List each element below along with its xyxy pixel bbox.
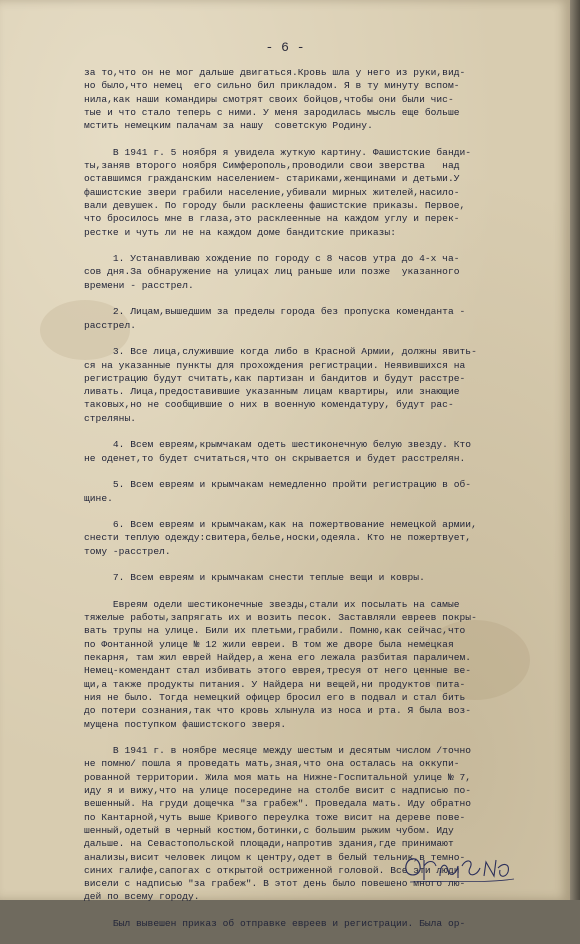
text-line: сов дня.За обнаружение на улицах лиц раньше или позже указанного xyxy=(84,266,460,278)
text-line: тому -расстрел. xyxy=(84,545,171,557)
text-line: ты,заняв второго ноября Симферополь,проводили свои зверства над xyxy=(84,160,460,172)
text-line: расстрел. xyxy=(84,319,136,331)
text-line: мущена поступком фашистского зверя. xyxy=(84,718,287,730)
text-line: шенный,одетый в черный костюм,ботинки,с большим рыжим чубом. Иду xyxy=(84,824,454,836)
text-line: вешенный. На груди дощечка "за грабеж". Проведала мать. Иду обратно xyxy=(84,798,472,810)
paragraph xyxy=(84,345,562,425)
text-line: времени - расстрел. xyxy=(84,279,194,291)
text-line: Евреям одели шестиконечные звезды,стали их посылать на самые xyxy=(84,598,460,610)
handwritten-signature xyxy=(400,846,520,886)
text-line: за то,что он не мог дальше двигаться.Кровь шла у него из руки,вид- xyxy=(84,67,466,78)
paragraph xyxy=(84,438,562,465)
text-line: В 1941 г. 5 ноября я увидела жуткую картину. Фашистские банди- xyxy=(84,146,472,158)
text-line: дей по всему городу. xyxy=(84,891,200,903)
text-line: оставшимся гражданским населением- стариками,женщинами и детьми.У xyxy=(84,173,460,185)
text-line: анализы,висит человек лицом к центру,одет в белый тельник,в темно- xyxy=(84,851,466,863)
text-line: висели с надписью "за грабеж". В этот день было повешено много лю- xyxy=(84,878,466,890)
text-line: не помню/ пошла я проведать мать,зная,что она осталась на оккупи- xyxy=(84,758,460,770)
paragraph xyxy=(84,571,562,584)
text-line: пекарня, там жил еврей Найдер,а жена его лежала разбитая параличем. xyxy=(84,652,472,664)
paragraph xyxy=(84,598,562,731)
text-line: синих галифе,сапогах с открытой остриженной головой. Все эти люди xyxy=(84,864,460,876)
text-line: В 1941 г. в ноябре месяце между шестым и десятым числом /точно xyxy=(84,745,472,757)
paragraph xyxy=(84,66,562,132)
text-line: до потери сознания,так что кровь хлынула из носа и рта. Я была воз- xyxy=(84,705,472,717)
document-body xyxy=(84,66,562,944)
text-line: вать трупы на улице. Били их плетьми,грабили. Помню,как сейчас,что xyxy=(84,625,466,637)
paragraph xyxy=(84,252,562,292)
text-line: по Фонтанной улице № 12 жили евреи. В том же дворе была немецкая xyxy=(84,638,454,650)
text-line: ливать. Лица,предоставившие указанным лицам квартиры, или знающие xyxy=(84,386,460,398)
text-line: 7. Всем евреям и крымчакам снести теплые вещи и ковры. xyxy=(84,572,425,584)
paragraph xyxy=(84,518,562,558)
text-line: по Кантарной,чуть выше Кривого переулка тоже висит на дереве пове- xyxy=(84,811,466,823)
text-line: но было,что немец его сильно бил прикладом. Я в ту минуту вспом- xyxy=(84,80,460,92)
text-line: щине. xyxy=(84,492,113,504)
text-line: не оденет,то будет считаться,что он скрывается и будет расстрелян. xyxy=(84,452,466,464)
text-line: нила,как наши командиры смотрят своих бойцов,чтобы они были чис- xyxy=(84,93,454,105)
text-line: тяжелые работы,запрягать их и возить песок. Заставляли евреев покры- xyxy=(84,612,477,624)
text-line: вали девушек. По городу были расклеены фашистские приказы. Первое, xyxy=(84,199,466,211)
page-edge-shadow xyxy=(570,0,580,900)
paragraph xyxy=(84,917,562,930)
text-line: фашистские звери грабили население,убивали мирных жителей,насило- xyxy=(84,186,460,198)
text-line: 2. Лицам,вышедшим за пределы города без пропуска коменданта - xyxy=(84,306,466,318)
paragraph xyxy=(84,478,562,505)
text-line: 6. Всем евреям и крымчакам,как на пожертвование немецкой армии, xyxy=(84,519,477,531)
text-line: снести теплую одежду:свитера,белье,носки,одеяла. Кто не пожертвует, xyxy=(84,532,472,544)
text-line: Был вывешен приказ об отправке евреев и регистрации. Была ор- xyxy=(84,918,466,929)
text-line: Немец-комендант стал избивать этого еврея,тресуя от него ценные ве- xyxy=(84,665,472,677)
text-line: 1. Устанавливаю хождение по городу с 8 часов утра до 4-х ча- xyxy=(84,253,460,265)
text-line: тые и что стало теперь с ними. У меня зародилась мысль еще больше xyxy=(84,106,460,118)
page-number: - 6 - xyxy=(265,40,305,55)
text-line: щи,а также продукты питания. У Найдера ни вещей,ни продуктов пита- xyxy=(84,678,466,690)
text-line: дальше. на Севастопольской площади,напротив здания,где принимают xyxy=(84,838,454,850)
text-line: рестке и чуть ли не на каждом доме бандитские приказы: xyxy=(84,226,396,238)
paragraph xyxy=(84,305,562,332)
text-line: стреляны. xyxy=(84,412,136,424)
text-line: регистрацию будут считать,как партизан и бандитов и будут расстре- xyxy=(84,372,466,384)
text-line: рованной территории. Жила моя мать на Нижне-Госпитальной улице № 7, xyxy=(84,771,472,783)
text-line: мстить немецким палачам за нашу советскую Родину. xyxy=(84,120,373,132)
text-line: 5. Всем евреям и крымчакам немедленно пройти регистрацию в об- xyxy=(84,479,472,491)
text-line: таковых,но не сообщившие о них в военную комендатуру, будут рас- xyxy=(84,399,454,411)
text-line: 3. Все лица,служившие когда либо в Красной Армии, должны явить- xyxy=(84,346,477,358)
text-line: ния не было. Тогда немецкий офицер бросил его в подвал и стал бить xyxy=(84,691,466,703)
text-line: иду я и вижу,что на улице посередине на столбе висит с надписью по- xyxy=(84,785,472,797)
text-line: 4. Всем евреям,крымчакам одеть шестиконечную белую звезду. Кто xyxy=(84,439,472,451)
text-line: ся на указанные пункты для прохождения регистрации. Неявившихся на xyxy=(84,359,466,371)
paragraph xyxy=(84,146,562,239)
text-line: что бросилось мне в глаза,это расклеенные на каждом углу и перек- xyxy=(84,213,460,225)
